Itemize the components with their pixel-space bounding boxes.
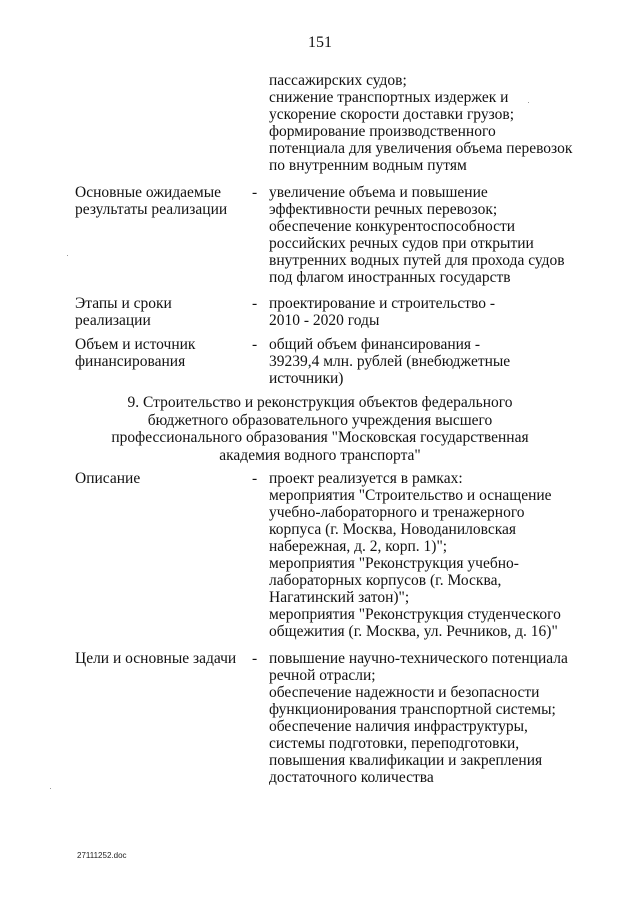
- entry-value-line: корпуса (г. Москва, Новоданиловская: [269, 521, 517, 538]
- entry-label: [75, 470, 250, 487]
- entry-value-line: эффективности речных перевозок;: [269, 201, 498, 218]
- entry-value-line: учебно-лабораторного и тренажерного: [269, 504, 525, 521]
- continuation-line: по внутренним водным путям: [269, 157, 467, 174]
- continuation-text: [269, 72, 579, 174]
- section-heading-line: академия водного транспорта": [219, 446, 421, 464]
- entry-value-line: речной отрасли;: [269, 667, 376, 684]
- entry-value-line: источники): [269, 370, 344, 387]
- entry-value: [269, 650, 579, 786]
- entry-value-line: проектирование и строительство -: [269, 295, 496, 312]
- entry-value-line: 39239,4 млн. рублей (внебюджетные: [269, 353, 511, 370]
- entry-value: [269, 336, 579, 387]
- entry-dash: -: [252, 295, 258, 312]
- section-heading-line: профессионального образования "Московская государственная: [111, 429, 529, 446]
- section-heading-line: 9. Строительство и реконструкция объектов федерального: [127, 394, 513, 411]
- entry-label: [75, 184, 250, 218]
- continuation-line: потенциала для увеличения объема перевозок: [269, 140, 573, 157]
- entry-label-line: реализации: [75, 312, 151, 329]
- entry-value-line: повышения квалификации и закрепления: [269, 752, 543, 769]
- scan-speck: [67, 255, 68, 256]
- entry-value-line: обеспечение конкурентоспособности: [269, 218, 516, 235]
- entry-value-line: 2010 - 2020 годы: [269, 312, 380, 329]
- entry-value-line: мероприятия "Строительство и оснащение: [269, 487, 552, 504]
- scan-speck: [528, 102, 529, 103]
- scan-speck: [50, 788, 51, 789]
- entry-dash: -: [252, 470, 258, 487]
- entry-value-line: под флагом иностранных государств: [269, 269, 511, 286]
- entry-label-line: Описание: [75, 470, 141, 487]
- continuation-line: формирование производственного: [269, 123, 496, 140]
- entry-label: [75, 295, 250, 329]
- entry-value-line: общий объем финансирования -: [269, 336, 481, 353]
- section-heading-line: бюджетного образовательного учреждения высшего: [147, 411, 493, 429]
- entry-value-line: обеспечение наличия инфраструктуры,: [269, 718, 528, 735]
- entry-value-line: функционирования транспортной системы;: [269, 701, 556, 718]
- entry-label-line: финансирования: [75, 353, 186, 370]
- entry-label-line: Цели и основные задачи: [75, 650, 237, 667]
- entry-value-line: увеличение объема и повышение: [269, 184, 488, 201]
- footer-filename: 27111252.doc: [77, 851, 127, 860]
- entry-value-line: достаточного количества: [269, 769, 434, 786]
- entry-value-line: лабораторных корпусов (г. Москва,: [269, 572, 502, 589]
- entry-dash: -: [252, 650, 258, 667]
- entry-label: [75, 650, 250, 667]
- page-number: 151: [308, 34, 332, 51]
- entry-dash: -: [252, 336, 258, 353]
- entry-value-line: повышение научно-технического потенциала: [269, 650, 568, 667]
- entry-dash: -: [252, 184, 258, 201]
- entry-value-line: российских речных судов при открытии: [269, 235, 534, 252]
- continuation-line: ускорение скорости доставки грузов;: [269, 106, 515, 123]
- entry-value: [269, 184, 579, 286]
- entry-value-line: обеспечение надежности и безопасности: [269, 684, 540, 701]
- entry-label-line: результаты реализации: [75, 201, 228, 218]
- entry-label-line: Этапы и сроки: [75, 295, 172, 312]
- entry-value-line: внутренних водных путей для прохода судов: [269, 252, 565, 269]
- entry-label-line: Основные ожидаемые: [75, 184, 222, 201]
- entry-value-line: общежития (г. Москва, ул. Речников, д. 16)": [269, 623, 558, 640]
- entry-value-line: Нагатинский затон)";: [269, 589, 410, 606]
- entry-value-line: системы подготовки, переподготовки,: [269, 735, 520, 752]
- continuation-line: пассажирских судов;: [269, 72, 407, 89]
- continuation-line: снижение транспортных издержек и: [269, 89, 509, 106]
- entry-value-line: мероприятия "Реконструкция студенческого: [269, 606, 561, 623]
- entry-value-line: набережная, д. 2, корп. 1)";: [269, 538, 448, 555]
- section-heading: [0, 394, 640, 464]
- entry-label: [75, 336, 250, 370]
- entry-value: [269, 470, 579, 640]
- entry-value: [269, 295, 579, 329]
- entry-value-line: мероприятия "Реконструкция учебно-: [269, 555, 519, 572]
- entry-label-line: Объем и источник: [75, 336, 196, 353]
- entry-value-line: проект реализуется в рамках:: [269, 470, 463, 487]
